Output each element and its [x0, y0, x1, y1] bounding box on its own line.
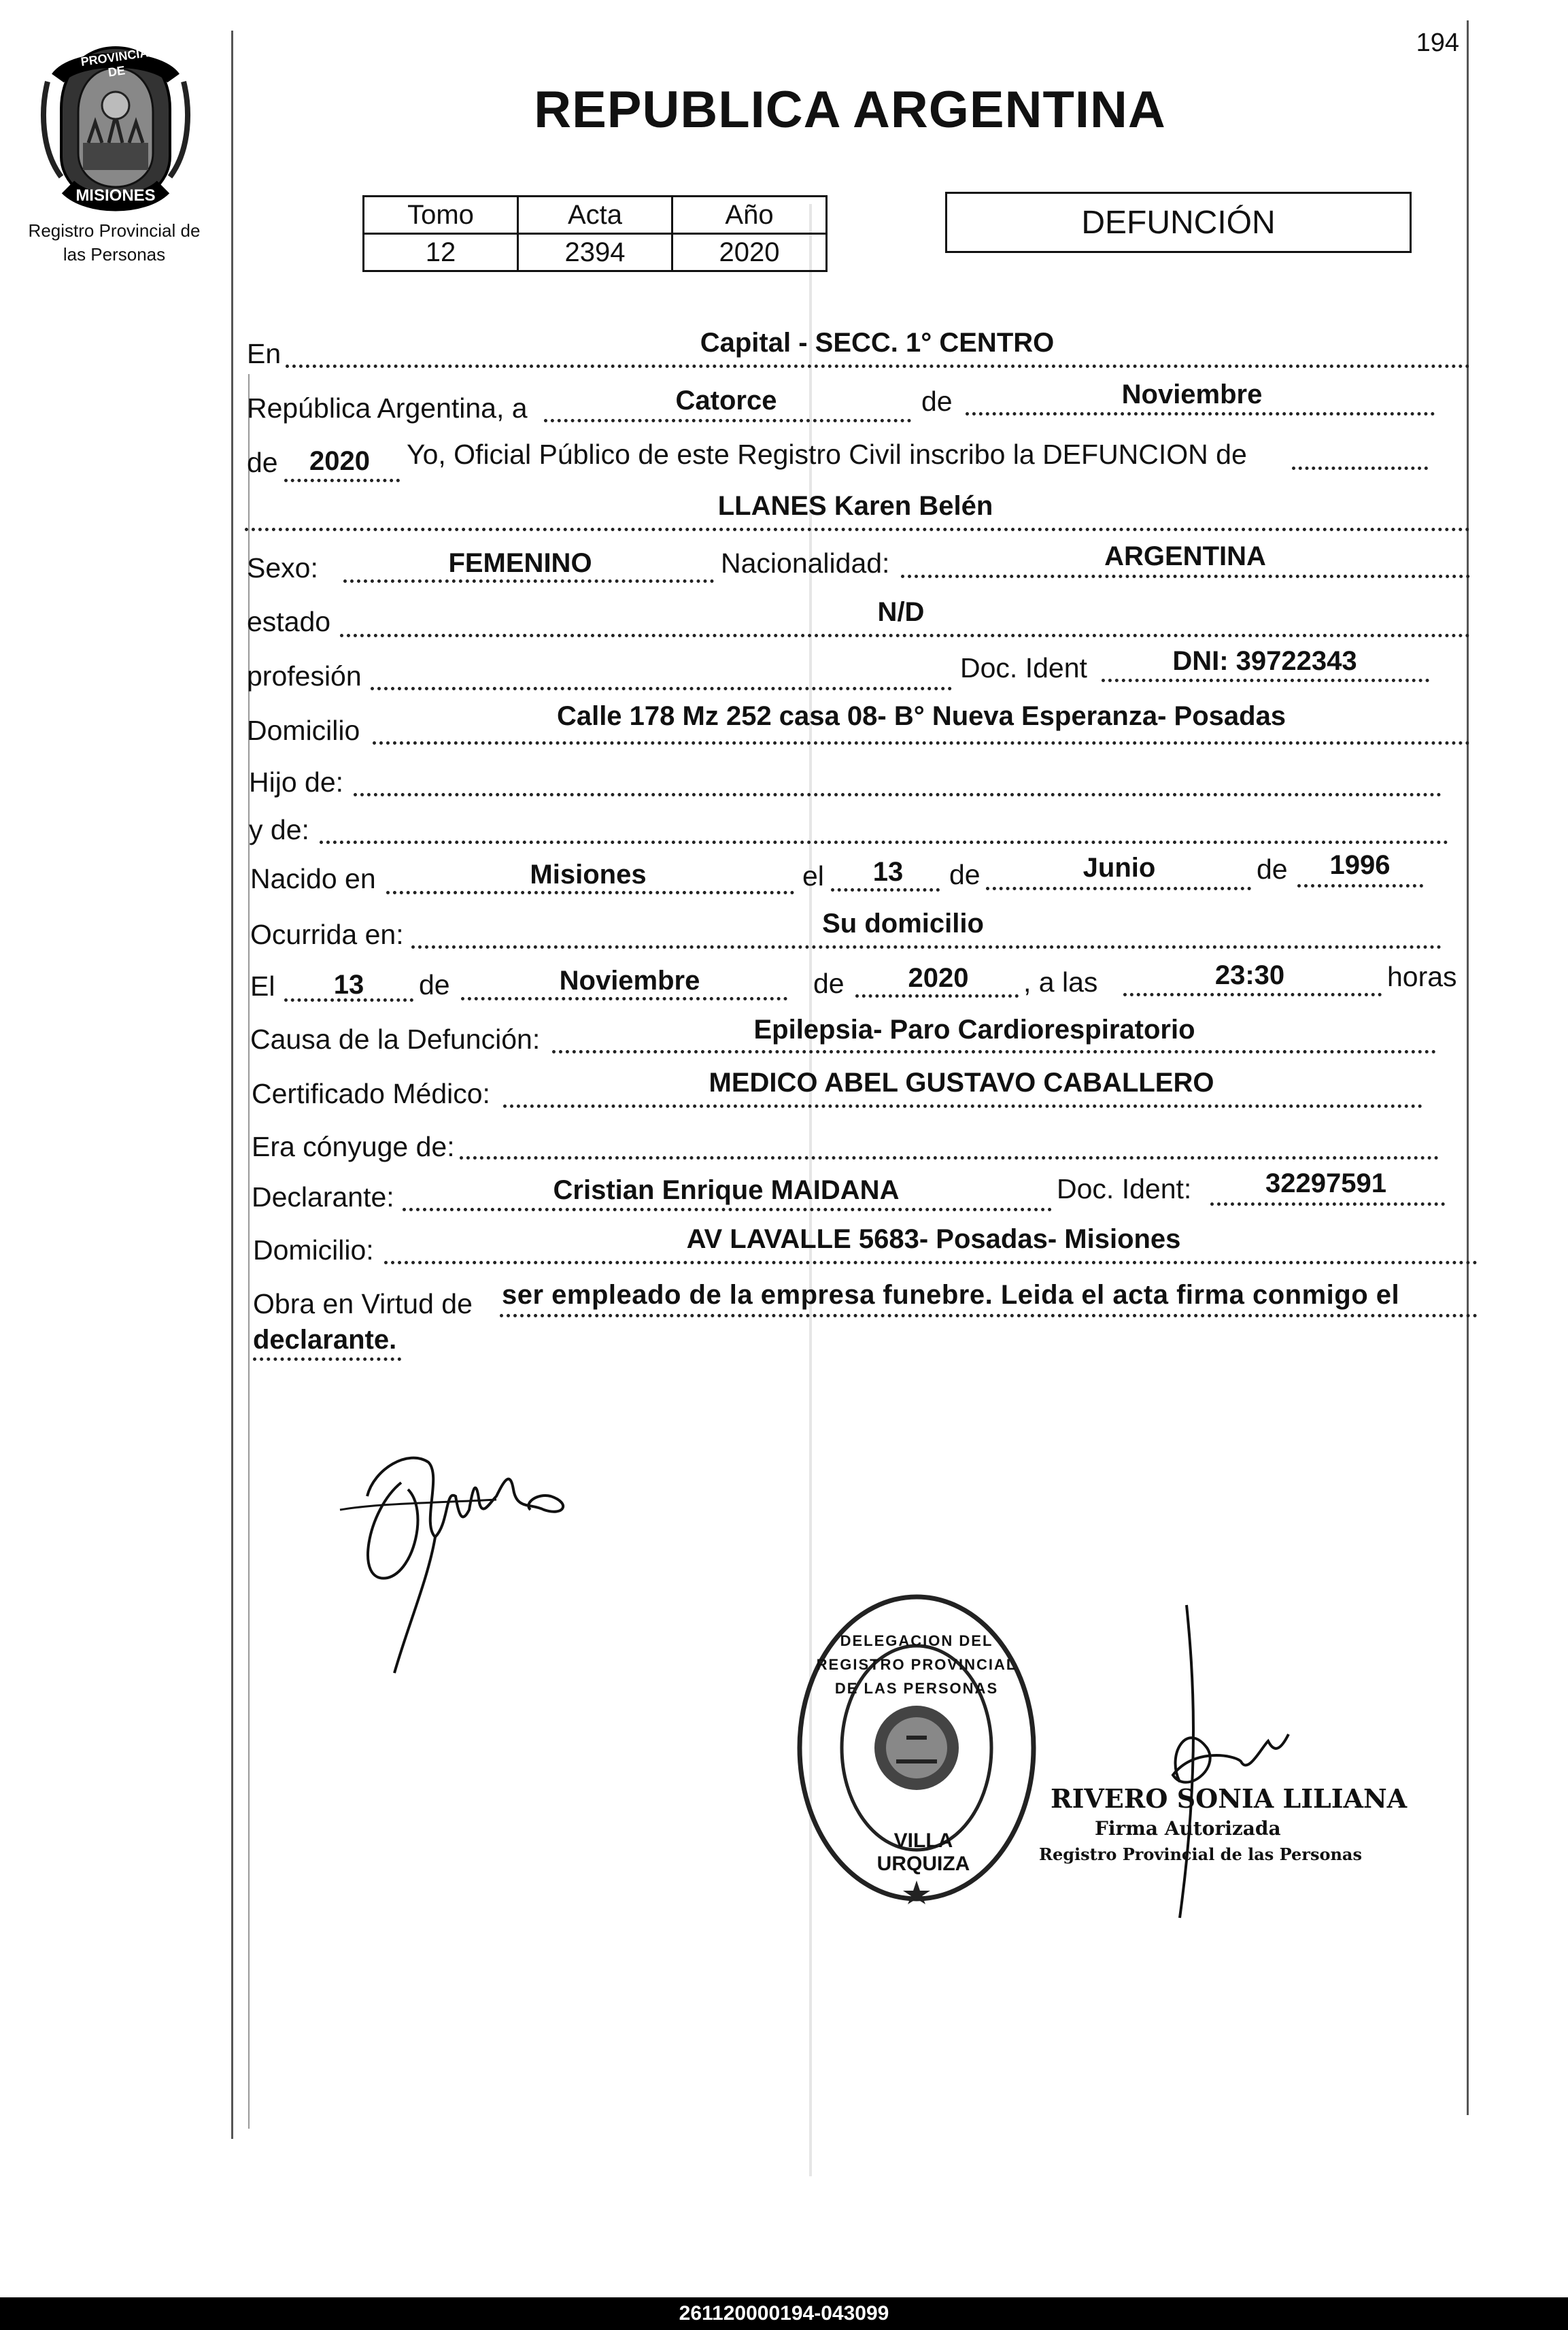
nacido-place-value: Misiones [530, 860, 647, 890]
hijo-de-label: Hijo de: [249, 766, 344, 798]
doc-ident-value: DNI: 39722343 [1172, 646, 1357, 676]
hijo-de-dots [354, 793, 1442, 796]
ref-header-ano: Año [672, 197, 827, 234]
declarante-doc-label: Doc. Ident: [1057, 1173, 1192, 1204]
reference-table [362, 195, 828, 272]
causa-value: Epilepsia- Paro Cardiorespiratorio [753, 1015, 1195, 1045]
declarante-label: Declarante: [252, 1181, 394, 1213]
en-value: Capital - SECC. 1° CENTRO [700, 328, 1055, 358]
ocurrida-dots [411, 945, 1442, 949]
obra-dots-line1 [500, 1314, 1478, 1317]
footer-code-bar [0, 2297, 1568, 2330]
sexo-dots [343, 579, 714, 583]
domicilio-dots [373, 741, 1470, 745]
causa-dots [552, 1050, 1436, 1053]
year-dots [284, 479, 400, 482]
profesion-dots [371, 687, 952, 690]
declarante-dots [403, 1208, 1052, 1211]
declaration-dots [1292, 467, 1428, 470]
ref-value-ano: 2020 [672, 234, 827, 271]
ref-header-acta: Acta [518, 197, 672, 234]
certificado-dots [503, 1104, 1422, 1108]
republica-label: República Argentina, a [247, 392, 528, 424]
certificado-label: Certificado Médico: [252, 1078, 490, 1109]
official-office: Registro Provincial de las Personas [1039, 1844, 1362, 1864]
y-de-label: y de: [249, 814, 309, 845]
fecha-alas-label: , a las [1023, 966, 1098, 998]
estado-label: estado [247, 606, 331, 637]
province-seal-logo [34, 41, 197, 211]
deceased-name: LLANES Karen Belén [717, 491, 993, 521]
nacido-day-value: 13 [872, 857, 904, 887]
domicilio2-label: Domicilio: [253, 1234, 374, 1266]
left-margin-line-outer [231, 31, 233, 2139]
obra-value-line1: ser empleado de la empresa funebre. Leida el acta firma conmigo el [502, 1280, 1400, 1310]
obra-dots-line2 [253, 1357, 401, 1361]
republica-month-value: Noviembre [1121, 379, 1263, 409]
en-dots [286, 365, 1470, 368]
fecha-month-dots [461, 997, 787, 1000]
conyuge-dots [460, 1156, 1439, 1160]
nacionalidad-dots [901, 575, 1470, 578]
republica-de-label: de [921, 386, 953, 417]
ref-header-tomo: Tomo [364, 197, 518, 234]
fecha-year-dots [855, 994, 1019, 998]
ref-value-acta: 2394 [518, 234, 672, 271]
conyuge-label: Era cónyuge de: [252, 1131, 455, 1162]
y-de-dots [320, 841, 1448, 844]
profesion-label: profesión [247, 660, 362, 692]
nacido-year-value: 1996 [1329, 850, 1391, 880]
reference-table-value-row [364, 234, 827, 271]
republica-day-dots [544, 419, 911, 422]
official-signature [1105, 1591, 1309, 1918]
doc-ident-dots [1102, 679, 1429, 682]
obra-value-line2: declarante. [253, 1325, 397, 1355]
declaration-text: Yo, Oficial Público de este Registro Civil inscribo la DEFUNCION de [407, 439, 1247, 470]
fecha-time-dots [1123, 993, 1382, 996]
nacido-place-dots [386, 891, 794, 894]
page-number: 194 [1416, 29, 1459, 57]
domicilio-label: Domicilio [247, 715, 360, 746]
declarante-value: Cristian Enrique MAIDANA [553, 1175, 900, 1205]
declarant-signature [326, 1408, 612, 1680]
domicilio2-value: AV LAVALLE 5683- Posadas- Misiones [686, 1224, 1181, 1254]
nacido-year-dots [1297, 884, 1423, 888]
estado-value: N/D [877, 597, 925, 627]
nacionalidad-label: Nacionalidad: [721, 547, 890, 579]
name-dots [245, 528, 1470, 531]
domicilio2-dots [384, 1261, 1478, 1264]
record-type: DEFUNCIÓN [1081, 204, 1276, 241]
causa-label: Causa de la Defunción: [250, 1024, 541, 1055]
nacido-label: Nacido en [250, 863, 376, 894]
fecha-day-value: 13 [333, 970, 364, 1000]
republica-day-value: Catorce [675, 386, 777, 416]
nacido-de1-label: de [949, 859, 981, 890]
fecha-year-value: 2020 [908, 963, 969, 993]
year-value: 2020 [309, 446, 370, 476]
ref-value-tomo: 12 [364, 234, 518, 271]
nacido-month-dots [986, 887, 1251, 890]
stamp-inner-text: VILLA URQUIZA [876, 1829, 970, 1875]
seal-text-top: PROVINCIA DE [80, 46, 150, 80]
doc-ident-label: Doc. Ident [960, 652, 1087, 683]
sexo-label: Sexo: [247, 552, 318, 584]
right-margin-line [1467, 20, 1469, 2115]
ocurrida-label: Ocurrida en: [250, 919, 404, 950]
nacido-month-value: Junio [1083, 853, 1156, 883]
issuer-caption-line2: las Personas [63, 244, 166, 265]
fecha-time-value: 23:30 [1214, 960, 1285, 990]
nacido-de2-label: de [1257, 854, 1288, 885]
ocurrida-value: Su domicilio [822, 909, 984, 939]
nacionalidad-value: ARGENTINA [1104, 541, 1266, 571]
stamp-ring-text: DELEGACION DEL REGISTRO PROVINCIAL DE LAS PERSONAS [816, 1632, 1017, 1698]
fecha-el-label: El [250, 970, 275, 1002]
nacido-el-label: el [802, 860, 824, 892]
republica-month-dots [966, 412, 1435, 416]
fecha-de1-label: de [419, 969, 450, 1000]
record-type-box [945, 192, 1412, 253]
issuer-caption [0, 219, 228, 267]
declarante-doc-dots [1210, 1202, 1445, 1206]
fecha-month-value: Noviembre [559, 966, 700, 996]
nacido-day-dots [831, 888, 940, 892]
footer-code: 261120000194-043099 [679, 2302, 889, 2325]
sexo-value: FEMENINO [448, 548, 592, 578]
fecha-horas-label: horas [1387, 961, 1457, 992]
estado-dots [340, 634, 1470, 637]
certificado-value: MEDICO ABEL GUSTAVO CABALLERO [709, 1068, 1214, 1098]
reference-table-header-row [364, 197, 827, 234]
obra-label: Obra en Virtud de [253, 1288, 473, 1319]
fecha-de2-label: de [813, 968, 845, 999]
page-title: REPUBLICA ARGENTINA [534, 81, 1166, 139]
left-margin-line-inner [248, 374, 250, 2129]
en-label: En [247, 338, 282, 369]
domicilio-value: Calle 178 Mz 252 casa 08- B° Nueva Esperanza- Posadas [556, 701, 1286, 731]
year-de-label: de [247, 447, 278, 478]
official-name: RIVERO SONIA LILIANA [1051, 1783, 1408, 1814]
declarante-doc-value: 32297591 [1265, 1168, 1386, 1198]
official-role: Firma Autorizada [1095, 1817, 1281, 1840]
issuer-caption-line1: Registro Provincial de [28, 220, 201, 241]
seal-text-bottom: MISIONES [75, 186, 156, 205]
